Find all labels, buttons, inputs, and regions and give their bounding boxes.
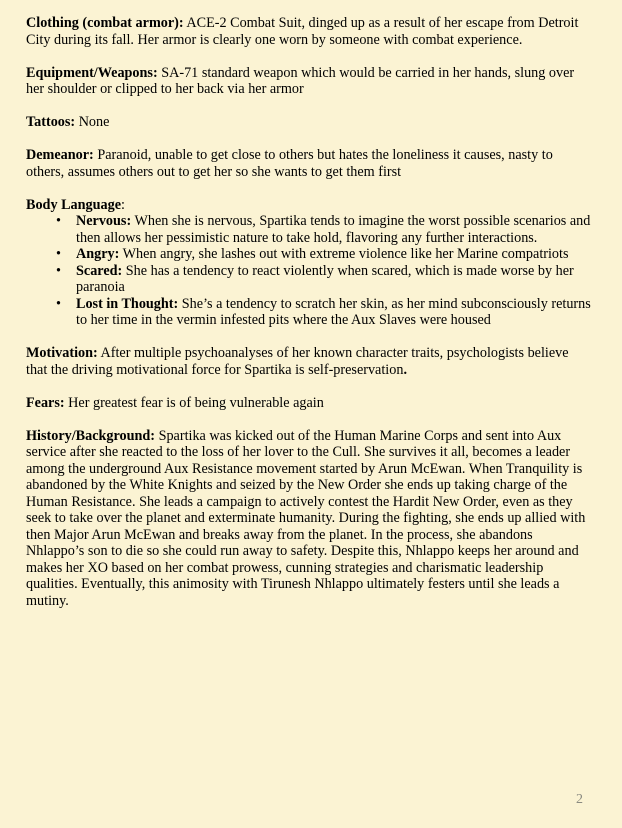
history-paragraph bbox=[26, 428, 591, 610]
demeanor-paragraph bbox=[26, 147, 591, 180]
motivation-paragraph bbox=[26, 345, 591, 378]
bullet-icon: • bbox=[56, 213, 61, 229]
body-language-heading bbox=[26, 197, 591, 214]
list-item bbox=[56, 295, 591, 329]
tattoos-text: None bbox=[75, 114, 110, 130]
clothing-text: ACE-2 Combat Suit, dinged up as a result of her escape from Detroit City during its fall. Her armor is clearly one worn by someone with combat experience. bbox=[26, 15, 579, 48]
page-number: 2 bbox=[576, 792, 583, 807]
list-item-label: Angry: bbox=[76, 246, 120, 262]
fears-paragraph bbox=[26, 395, 591, 412]
motivation-label: Motivation: bbox=[26, 345, 98, 361]
bullet-icon: • bbox=[56, 262, 61, 279]
list-item bbox=[56, 213, 591, 246]
tattoos-label: Tattoos: bbox=[26, 114, 76, 130]
motivation-end: . bbox=[403, 361, 407, 378]
history-label: History/Background: bbox=[26, 427, 156, 444]
bullet-icon: • bbox=[56, 246, 61, 262]
fears-label: Fears: bbox=[26, 394, 65, 411]
list-item-text: When she is nervous, Spartika tends to imagine the worst possible scenarios and then allows her pessimistic nature to take hold, flavoring any further interactions. bbox=[76, 213, 591, 246]
fears-text: Her greatest fear is of being vulnerable again bbox=[64, 394, 324, 411]
motivation-text: After multiple psychoanalyses of her known character traits, psychologists believe that the driving motivational force for Spartika is self-preservation bbox=[26, 345, 569, 378]
document-page bbox=[26, 15, 591, 626]
list-item-label: Lost in Thought: bbox=[76, 295, 179, 312]
list-item-text: She’s a tendency to scratch her skin, as her mind subconsciously returns to her time in the vermin infested pits where the Aux Slaves were housed bbox=[76, 295, 591, 328]
equipment-paragraph bbox=[26, 65, 591, 98]
list-item-text: She has a tendency to react violently when scared, which is made worse by her paranoia bbox=[76, 262, 574, 295]
bullet-icon: • bbox=[56, 295, 61, 312]
clothing-label: Clothing (combat armor): bbox=[26, 15, 184, 31]
list-item bbox=[56, 262, 591, 296]
body-language-list bbox=[26, 213, 591, 329]
demeanor-text: Paranoid, unable to get close to others but hates the loneliness it causes, nasty to others, assumes others out to get her so she wants to get them first bbox=[26, 147, 553, 180]
tattoos-paragraph bbox=[26, 114, 591, 131]
clothing-paragraph bbox=[26, 15, 591, 48]
body-language-colon: : bbox=[121, 196, 125, 213]
list-item-label: Scared: bbox=[76, 262, 123, 279]
list-item bbox=[56, 246, 591, 263]
demeanor-label: Demeanor: bbox=[26, 147, 94, 163]
list-item-text: When angry, she lashes out with extreme violence like her Marine compatriots bbox=[119, 246, 569, 262]
body-language-label: Body Language bbox=[26, 196, 122, 213]
equipment-text: SA-71 standard weapon which would be carried in her hands, slung over her shoulder or clipped to her back via her armor bbox=[26, 64, 575, 97]
list-item-label: Nervous: bbox=[76, 213, 132, 229]
equipment-label: Equipment/Weapons: bbox=[26, 64, 158, 81]
history-text: Spartika was kicked out of the Human Marine Corps and sent into Aux service after she reacted to the loss of her lover to the Cull. She survives it all, becomes a leader among the underground Aux Resistance movement started by Arun McEwan. When Tranquility is abandoned by the White Knights and seized by the New Order she ends up taking charge of the Human Resistance. She leads a campaign to actively contest the Hardit New Order, even as they seek to take over the planet and exterminate humanity. During the fighting, she ends up allied with then Major Arun McEwan and breaks away from the planet. In the process, she abandons Nhlappo’s son to die so she could run away to safety. Despite this, Nhlappo keeps her around and makes her XO based on her combat prowess, cunning strategies and charismatic leadership qualities. Eventually, this animosity with Tirunesh Nhlappo ultimately festers until she leads a mutiny. bbox=[26, 427, 586, 609]
